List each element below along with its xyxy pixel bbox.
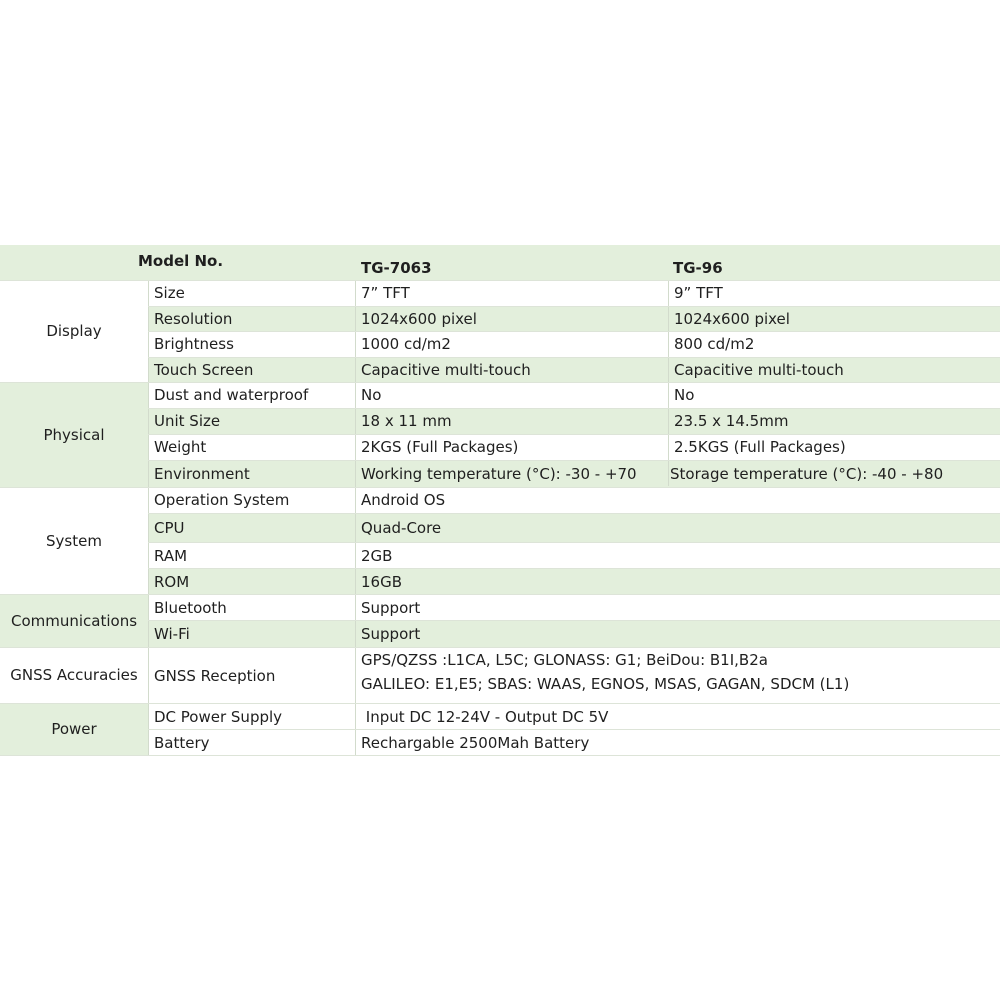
row-divider [148, 620, 1000, 621]
row-divider [0, 755, 1000, 756]
row-divider [0, 703, 1000, 704]
model-b-header: TG-96 [673, 259, 723, 277]
row-label: Size [154, 284, 185, 302]
row-label: Wi-Fi [154, 625, 190, 643]
row-divider [148, 460, 1000, 461]
row-label: Touch Screen [154, 361, 254, 379]
value-a: 1024x600 pixel [361, 310, 477, 328]
row-divider [148, 408, 1000, 409]
category-gnss: GNSS Accuracies [10, 666, 138, 684]
stripe [148, 594, 1000, 620]
row-divider [148, 729, 1000, 730]
row-label: Environment [154, 465, 250, 483]
value-a: Capacitive multi-touch [361, 361, 531, 379]
stripe [148, 357, 1000, 382]
category-power: Power [51, 720, 97, 738]
row-divider [148, 542, 1000, 543]
row-label: Bluetooth [154, 599, 227, 617]
row-label: Brightness [154, 335, 234, 353]
row-label: RAM [154, 547, 188, 565]
value-a: Working temperature (°C): -30 - +70 [361, 465, 637, 483]
stripe [148, 306, 1000, 331]
value-a: Support [361, 599, 421, 617]
value-a: 7” TFT [361, 284, 410, 302]
row-divider [148, 331, 1000, 332]
row-divider [0, 487, 1000, 488]
row-label: Unit Size [154, 412, 221, 430]
row-divider [0, 647, 1000, 648]
row-divider [148, 513, 1000, 514]
value-b: Capacitive multi-touch [674, 361, 844, 379]
row-label: CPU [154, 519, 185, 537]
value-a: 16GB [361, 573, 403, 591]
value-a: Android OS [361, 491, 446, 509]
row-label: Weight [154, 438, 207, 456]
value-a: 2GB [361, 547, 393, 565]
column-divider [148, 280, 149, 755]
category-communications: Communications [10, 611, 138, 630]
row-divider [0, 280, 1000, 281]
value-a: No [361, 386, 382, 404]
row-label: Battery [154, 734, 210, 752]
value-b: 9” TFT [674, 284, 723, 302]
column-divider [668, 280, 669, 486]
row-divider [148, 434, 1000, 435]
row-label: Resolution [154, 310, 233, 328]
model-label: Model No. [138, 252, 224, 270]
value-b: 2.5KGS (Full Packages) [674, 438, 846, 456]
category-physical: Physical [43, 425, 105, 444]
stripe [148, 513, 1000, 542]
value-a-line2: GALILEO: E1,E5; SBAS: WAAS, EGNOS, MSAS, GAGAN, SDCM (L1) [361, 675, 850, 693]
value-a: Rechargable 2500Mah Battery [361, 734, 590, 752]
model-a-header: TG-7063 [361, 259, 432, 277]
row-label: ROM [154, 573, 190, 591]
value-a: Input DC 12-24V - Output DC 5V [361, 708, 609, 726]
value-b: 23.5 x 14.5mm [674, 412, 789, 430]
value-a: 1000 cd/m2 [361, 335, 451, 353]
value-b: 800 cd/m2 [674, 335, 755, 353]
category-system: System [46, 531, 102, 550]
column-divider [355, 280, 356, 755]
value-b: No [674, 386, 695, 404]
row-divider [0, 382, 1000, 383]
value-a: 18 x 11 mm [361, 412, 452, 430]
header-row [0, 245, 1000, 280]
row-label: Dust and waterproof [154, 386, 309, 404]
row-label: Operation System [154, 491, 290, 509]
value-a: 2KGS (Full Packages) [361, 438, 519, 456]
value-b: Storage temperature (°C): -40 - +80 [670, 465, 944, 483]
row-divider [148, 306, 1000, 307]
stripe [148, 434, 1000, 460]
row-divider [148, 568, 1000, 569]
value-b: 1024x600 pixel [674, 310, 790, 328]
value-a: Support [361, 625, 421, 643]
category-display: Display [46, 322, 102, 340]
stripe [148, 568, 1000, 594]
value-a: GPS/QZSS :L1CA, L5C; GLONASS: G1; BeiDou: B1I,B2a [361, 651, 768, 669]
row-label: GNSS Reception [154, 667, 276, 685]
row-divider [0, 594, 1000, 595]
row-divider [148, 357, 1000, 358]
row-label: DC Power Supply [154, 708, 283, 726]
value-a: Quad-Core [361, 519, 442, 537]
